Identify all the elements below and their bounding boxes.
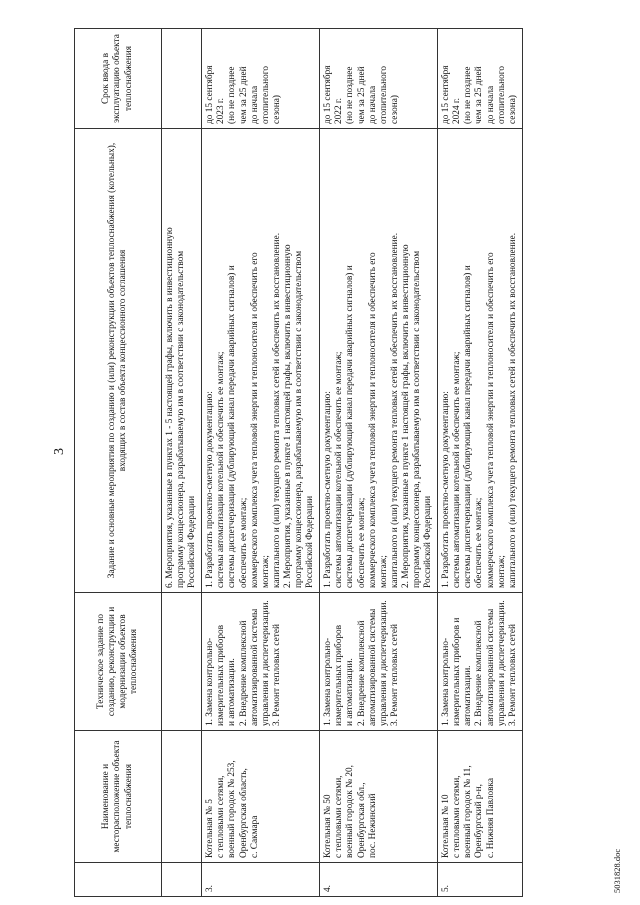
table-row	[202, 29, 320, 897]
text-line: капитального и (или) текущего ремонта тепловых сетей и обеспечить их восстановление.	[507, 232, 518, 588]
text-line: автоматизации.	[463, 665, 474, 726]
lead-row	[162, 29, 202, 897]
row-number: 3.	[202, 863, 320, 897]
text-line: Котельная № 5	[205, 799, 216, 858]
header-row	[75, 29, 162, 897]
text-line: с. Сакмара	[249, 815, 260, 858]
text-line: Оренбургский р-н,	[474, 784, 485, 858]
text-line: автоматизированной системы	[485, 608, 496, 726]
text-line: отопительного	[378, 66, 389, 124]
text-line: (но не позднее	[345, 66, 356, 124]
text-line: 2. Мероприятия, указанные в пункте 1 настоящей графы, включить в инвестиционную	[282, 244, 293, 588]
measures-cell	[438, 129, 523, 593]
text-line: управления и диспетчеризации.	[260, 600, 271, 726]
text-line: Котельная № 50	[323, 794, 334, 858]
text-line: с. Нижняя Павловка	[485, 777, 496, 858]
text-line: программу концессионера, разрабатываемую им в соответствии с законодательством	[176, 250, 187, 588]
text-line: и автоматизации.	[345, 658, 356, 726]
measures-cell	[320, 129, 438, 593]
lead-task-cell	[162, 129, 202, 593]
text-line: системы диспетчеризации (дублирующий канал передачи аварийных сигналов) и	[227, 265, 238, 588]
term-cell	[320, 29, 438, 129]
text-line: 1. Разработать проектно-сметную документацию:	[205, 391, 216, 588]
text-line: 2. Внедрение комплексной	[238, 620, 249, 726]
text-line: капитального и (или) текущего ремонта тепловых сетей и обеспечить их восстановление.	[389, 232, 400, 588]
tech-task-cell	[202, 593, 320, 731]
text-line: 1. Замена контрольно-	[323, 637, 334, 726]
text-line: отопительного	[260, 66, 271, 124]
text-line: до начала	[249, 85, 260, 124]
text-line: 3. Ремонт тепловых сетей	[389, 624, 400, 726]
text-line: сезона)	[271, 95, 282, 124]
text-line: 2. Внедрение комплексной	[356, 620, 367, 726]
text-line: до начала	[367, 85, 378, 124]
text-line: системы диспетчеризации (дублирующий канал передачи аварийных сигналов) и	[463, 265, 474, 588]
text-line: 3. Ремонт тепловых сетей	[271, 624, 282, 726]
text-line: 2024 г.	[452, 97, 463, 124]
term-cell	[202, 29, 320, 129]
row-number: 4.	[320, 863, 438, 897]
text-line: коммерческого комплекса учета тепловой энергии и теплоносителя и обеспечить его	[485, 252, 496, 588]
text-line: до начала	[485, 85, 496, 124]
text-line: измерительных приборов и	[452, 617, 463, 726]
text-line: системы диспетчеризации (дублирующий канал передачи аварийных сигналов) и	[345, 265, 356, 588]
text-line: монтаж;	[378, 555, 389, 588]
header-tasks: Задание и основные мероприятия по созданию и (или) реконструкции объектов теплоснабжения (котельных), входящих в состав объекта концессионного соглашения	[75, 129, 162, 593]
text-line: чем за 25 дней	[356, 66, 367, 124]
text-line: Российской Федерации	[187, 495, 198, 588]
text-line: пос. Нежинский	[367, 793, 378, 858]
text-line: коммерческого комплекса учета тепловой энергии и теплоносителя и обеспечить его	[249, 252, 260, 588]
text-line: автоматизированной системы	[367, 608, 378, 726]
text-line: управления и диспетчеризации.	[496, 600, 507, 726]
term-cell	[438, 29, 523, 129]
text-line: с тепловыми сетями,	[334, 775, 345, 858]
text-line: капитального и (или) текущего ремонта тепловых сетей и обеспечить их восстановление.	[271, 232, 282, 588]
header-term: Срок ввода в эксплуатацию объекта теплоснабжения	[75, 29, 162, 129]
text-line: монтаж;	[496, 555, 507, 588]
text-line: 6. Мероприятия, указанные в пунктах 1 - 5 настоящей графы, включить в инвестиционную	[165, 227, 175, 588]
text-line: Российской Федерации	[305, 495, 316, 588]
text-line: отопительного	[496, 66, 507, 124]
facility-cell	[320, 731, 438, 863]
text-line: обеспечить ее монтаж;	[356, 497, 367, 588]
facility-cell	[202, 731, 320, 863]
text-line: монтаж;	[260, 555, 271, 588]
text-line: до 15 сентября	[205, 65, 216, 124]
text-line: с тепловыми сетями,	[452, 775, 463, 858]
text-line: системы автоматизации котельной и обеспечить ее монтаж;	[216, 351, 227, 588]
concession-table	[74, 28, 523, 897]
text-line: до 15 сентября	[323, 65, 334, 124]
text-line: обеспечить ее монтаж;	[238, 497, 249, 588]
text-line: 2023 г.	[216, 97, 227, 124]
text-line: 1. Разработать проектно-сметную документацию:	[441, 391, 452, 588]
text-line: 1. Разработать проектно-сметную документацию:	[323, 391, 334, 588]
measures-cell	[202, 129, 320, 593]
text-line: чем за 25 дней	[238, 66, 249, 124]
text-line: автоматизированной системы	[249, 608, 260, 726]
page-number: 3	[52, 448, 67, 455]
text-line: Котельная № 10	[441, 794, 452, 858]
text-line: коммерческого комплекса учета тепловой энергии и теплоносителя и обеспечить его	[367, 252, 378, 588]
text-line: 3. Ремонт тепловых сетей	[507, 624, 518, 726]
table-row	[320, 29, 438, 897]
text-line: чем за 25 дней	[474, 66, 485, 124]
text-line: 2. Внедрение комплексной	[474, 620, 485, 726]
text-line: сезона)	[507, 95, 518, 124]
text-line: измерительных приборов	[334, 624, 345, 726]
header-name: Наименование и месторасположение объекта теплоснабжения	[75, 731, 162, 863]
row-number: 5.	[438, 863, 523, 897]
text-line: системы автоматизации котельной и обеспечить ее монтаж;	[334, 351, 345, 588]
text-line: Российской Федерации	[423, 495, 434, 588]
facility-cell	[438, 731, 523, 863]
text-line: программу концессионера, разрабатываемую им в соответствии с законодательством	[294, 250, 305, 588]
text-line: до 15 сентября	[441, 65, 452, 124]
text-line: (но не позднее	[227, 66, 238, 124]
text-line: сезона)	[389, 95, 400, 124]
text-line: управления и диспетчеризации.	[378, 600, 389, 726]
text-line: 2. Мероприятия, указанные в пункте 1 настоящей графы, включить в инвестиционную	[400, 244, 411, 588]
text-line: 2022 г.	[334, 97, 345, 124]
text-line: военный городок № 20,	[345, 764, 356, 858]
text-line: Оренбургская обл.,	[356, 782, 367, 858]
text-line: обеспечить ее монтаж;	[474, 497, 485, 588]
text-line: (но не позднее	[463, 66, 474, 124]
document-id: 5031828.doc	[612, 848, 622, 893]
text-line: системы автоматизации котельной и обеспечить ее монтаж;	[452, 351, 463, 588]
tech-task-cell	[320, 593, 438, 731]
text-line: 1. Замена контрольно-	[441, 637, 452, 726]
text-line: Оренбургская область,	[238, 768, 249, 858]
text-line: с тепловыми сетями,	[216, 775, 227, 858]
tech-task-cell	[438, 593, 523, 731]
text-line: программу концессионера, разрабатываемую им в соответствии с законодательством	[411, 250, 422, 588]
text-line: военный городок № 253,	[227, 760, 238, 858]
text-line: 1. Замена контрольно-	[205, 637, 216, 726]
header-num	[75, 863, 162, 897]
table-row	[438, 29, 523, 897]
text-line: военный городок № 11,	[463, 765, 474, 858]
text-line: и автоматизации.	[227, 658, 238, 726]
header-tech-task: Техническое задание по созданию, реконструкции и модернизации объектов теплоснабжения	[75, 593, 162, 731]
text-line: измерительных приборов	[216, 624, 227, 726]
